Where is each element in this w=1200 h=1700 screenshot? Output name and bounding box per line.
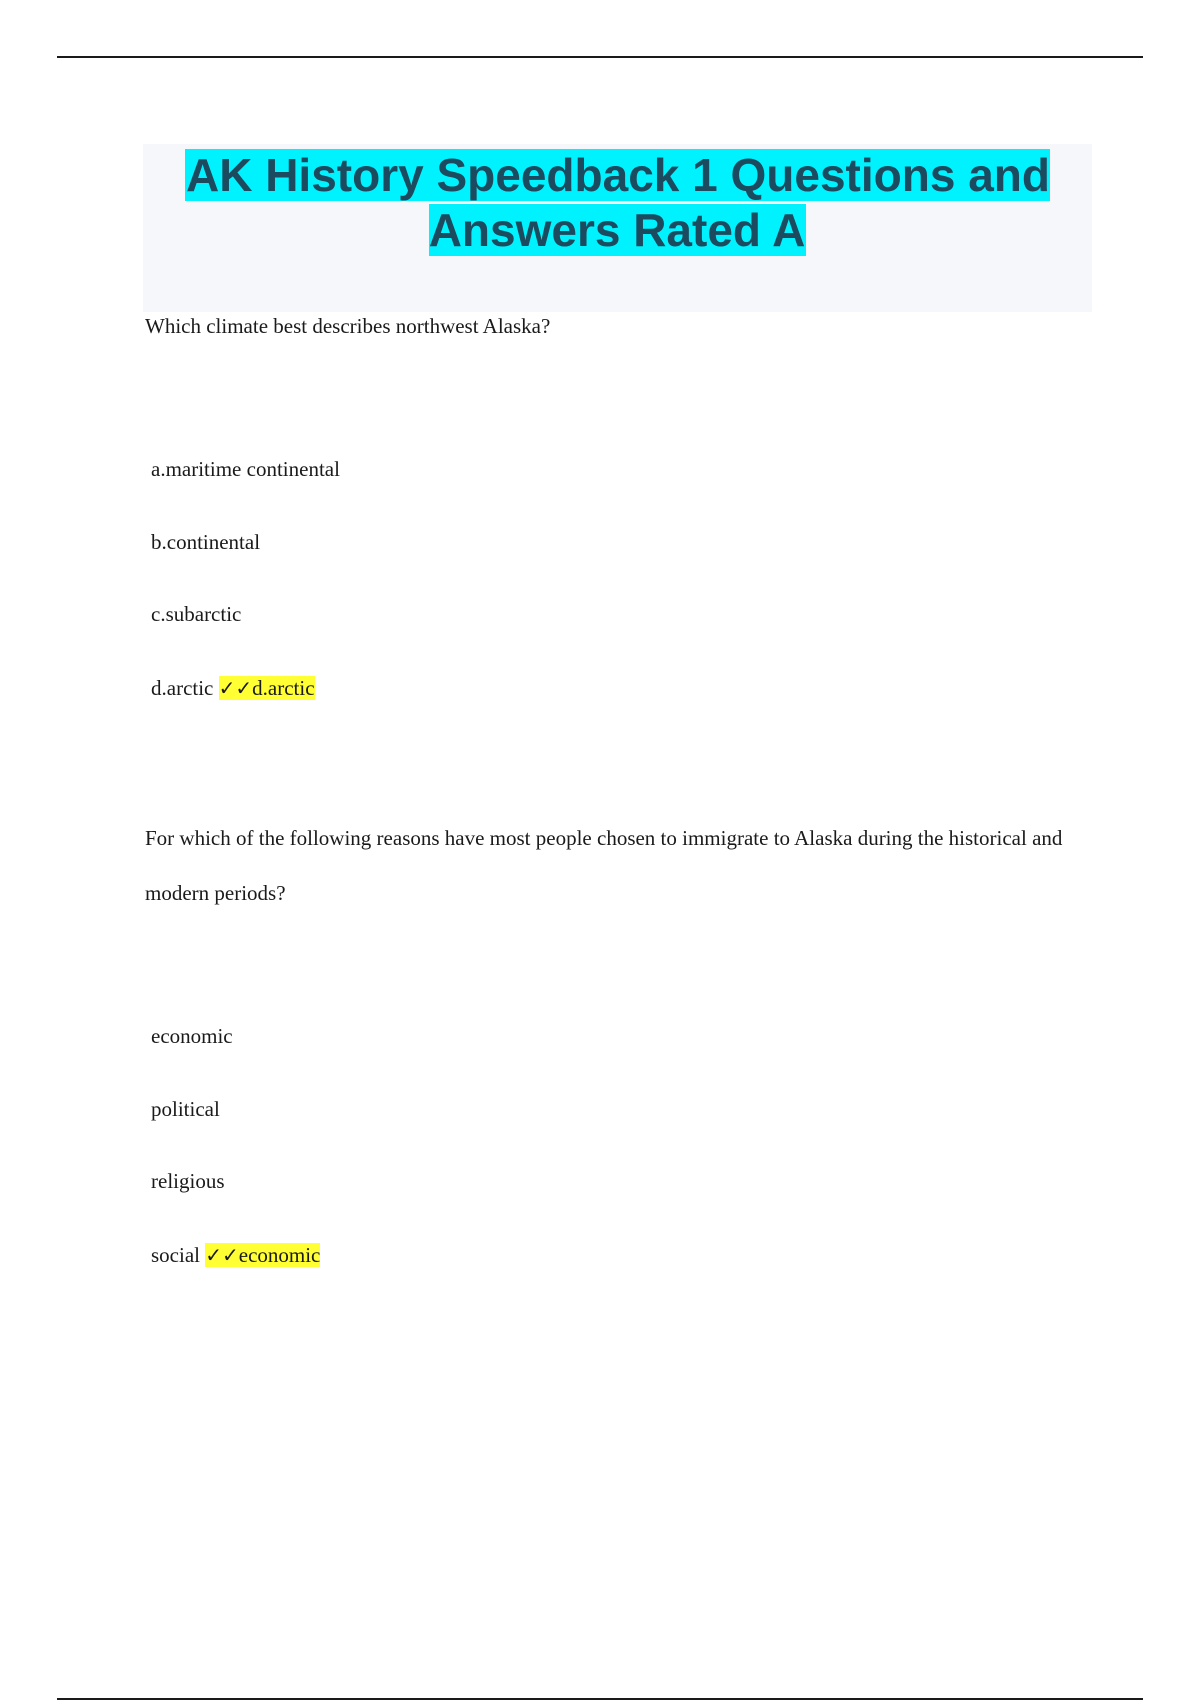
question-1-option-c: c.subarctic bbox=[151, 602, 242, 626]
question-1-answer-highlight bbox=[219, 676, 315, 700]
document-title-text: AK History Speedback 1 Questions and Answers Rated A bbox=[185, 149, 1050, 256]
top-rule bbox=[57, 56, 1143, 58]
question-1-answer: d.arctic bbox=[252, 676, 315, 700]
question-1-option-a: a.maritime continental bbox=[151, 457, 340, 481]
question-1-option-d: d.arctic bbox=[151, 676, 214, 700]
question-2-option-3: religious bbox=[151, 1169, 225, 1193]
double-check-icon: ✓✓ bbox=[218, 676, 253, 700]
question-2-text: For which of the following reasons have most people chosen to immigrate to Alaska during the historical and modern periods? bbox=[145, 826, 1063, 905]
question-1-option-b: b.continental bbox=[151, 530, 261, 554]
question-2-option-1: economic bbox=[151, 1024, 233, 1048]
question-2-option-4: social bbox=[151, 1243, 200, 1267]
question-2-option-4-line bbox=[151, 1240, 320, 1270]
question-2-option-2: political bbox=[151, 1097, 220, 1121]
question-1-option-d-line bbox=[151, 673, 315, 703]
title-band bbox=[143, 144, 1092, 312]
question-2-answer: economic bbox=[238, 1243, 321, 1267]
document-title bbox=[143, 144, 1092, 258]
double-check-icon: ✓✓ bbox=[205, 1243, 239, 1267]
question-2-answer-highlight bbox=[205, 1243, 320, 1267]
question-1-text: Which climate best describes northwest Alaska? bbox=[145, 314, 551, 338]
